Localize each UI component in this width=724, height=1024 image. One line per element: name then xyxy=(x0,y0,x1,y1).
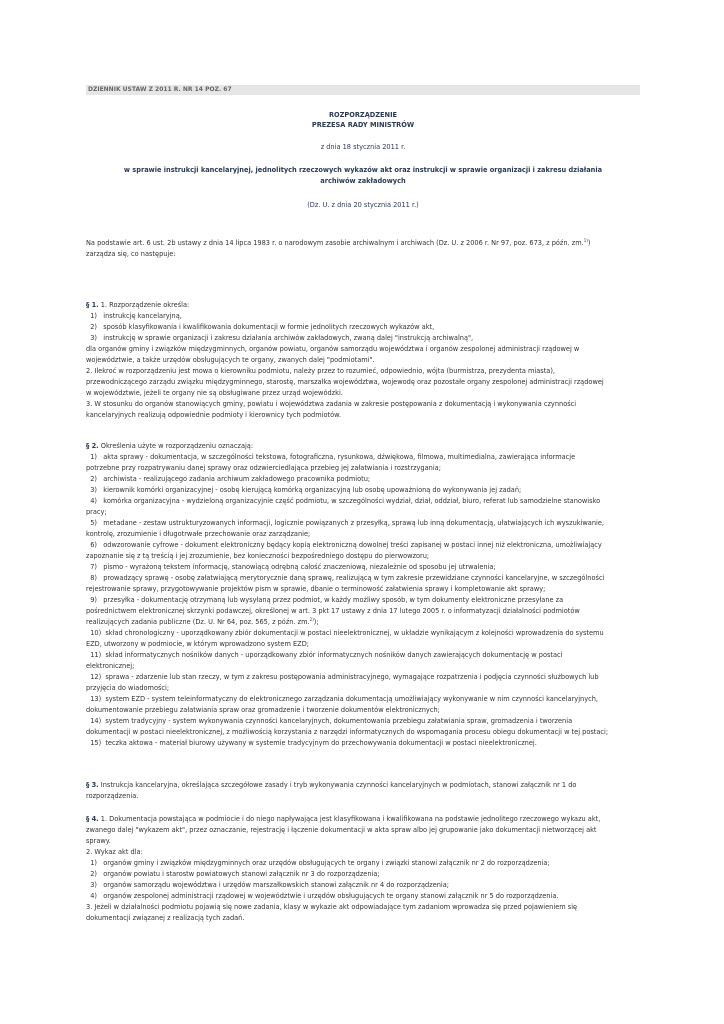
line-text: zwanego dalej "wykazem akt", przez oznaczanie, rejestrację i łączenie dokumentacji w akta spraw albo jej grupowanie jako dokumentacji nietworzącej akt xyxy=(86,826,597,834)
regulation-subject xyxy=(86,165,640,187)
intro-line-2: zarządza się, co następuje: xyxy=(86,250,176,258)
paragraph-line xyxy=(86,694,640,705)
paragraph-line xyxy=(86,628,640,639)
line-text: dla organów gminy i związków międzygminnych, organów powiatu, organów samorządu województwa i organów zespolonej administracji rządowej w xyxy=(86,345,580,353)
intro-paragraph xyxy=(86,238,640,260)
line-text-end: ); xyxy=(313,618,319,626)
paragraph-line xyxy=(86,474,640,485)
line-text: dokumentacji związanej z realizacją tych zadań. xyxy=(86,914,245,922)
line-text: przewodniczącego zarządu związku międzygminnego, starostę, marszałka województwa, wojewodę oraz pozostałe organy zespolonej administracji rządowej xyxy=(86,378,604,386)
paragraph-line xyxy=(86,738,640,749)
footnote-2-ref[interactable]: 2) xyxy=(309,616,314,622)
paragraph-line xyxy=(86,355,640,366)
paragraph-line xyxy=(86,913,640,924)
paragraph-line xyxy=(86,485,640,496)
journal-reference: (Dz. U. z dnia 20 stycznia 2011 r.) xyxy=(307,201,419,209)
line-text: pośrednictwem elektronicznej skrzynki podawczej, określonej w art. 3 pkt 17 ustawy z dnia 17 lutego 2005 r. o informatyzacji działalności podmiotów xyxy=(86,607,580,615)
title-line-1: ROZPORZĄDZENIE xyxy=(328,111,398,119)
paragraph-line xyxy=(86,716,640,727)
line-text: 3) organów samorządu województwa i urzędów marszałkowskich stanowi załącznik nr 4 do rozporządzenia; xyxy=(86,881,450,889)
paragraph-line xyxy=(86,518,640,529)
line-text: 3. Jeżeli w działalności podmiotu pojawią się nowe zadania, klasy w wykazie akt odpowiadające tym zadaniom wprowadza się przed pojawieniem się xyxy=(86,903,578,911)
paragraph-line xyxy=(86,727,640,738)
journal-header: DZIENNIK USTAW Z 2011 R. NR 14 POZ. 67 xyxy=(88,86,232,93)
paragraph-line xyxy=(86,507,640,518)
line-text: 1. Rozporządzenie określa: xyxy=(98,301,190,309)
paragraph-line xyxy=(86,661,640,672)
line-text: województwie, a także urzędów obsługujących te organy, zwanych dalej "podmiotami". xyxy=(86,356,375,364)
paragraph-line xyxy=(86,814,640,825)
paragraph-line xyxy=(86,595,640,606)
subject-line-1: w sprawie instrukcji kancelaryjnej, jednolitych rzeczowych wykazów akt oraz instrukcji w sprawie organizacji i zakresu działania xyxy=(123,166,603,174)
line-text: kancelaryjnych realizują odpowiednie podmioty i kierownicy tych podmiotów. xyxy=(86,411,342,419)
paragraph-line xyxy=(86,333,640,344)
regulation-title xyxy=(86,110,640,130)
line-text: 7) pismo - wyrażoną tekstem informację, stanowiącą odrębną całość znaczeniową, niezależnie od sposobu jej utrwalenia; xyxy=(86,563,496,571)
line-text: Określenia użyte w rozporządzeniu oznaczają: xyxy=(98,442,254,450)
paragraph-line xyxy=(86,311,640,322)
regulation-date: z dnia 18 stycznia 2011 r. xyxy=(320,143,406,151)
paragraph-line xyxy=(86,847,640,858)
line-text: dokumentowanie przebiegu załatwiania spraw oraz gromadzenie i tworzenie dokumentów elektronicznych; xyxy=(86,706,440,714)
paragraph-line xyxy=(86,791,640,802)
paragraph-line xyxy=(86,683,640,694)
line-text: 1) akta sprawy - dokumentacja, w szczególności tekstowa, fotograficzna, rysunkowa, dźwiękowa, filmowa, multimedialna, zawierająca informacje xyxy=(86,453,576,461)
section-3 xyxy=(86,780,640,802)
line-text: 2. Ilekroć w rozporządzeniu jest mowa o kierowniku podmiotu, należy przez to rozumieć, odpowiednio, wójta (burmistrza, prezydenta miasta), xyxy=(86,367,556,375)
paragraph-line xyxy=(86,496,640,507)
line-text: 11) skład informatycznych nośników danych - uporządkowany zbiór informatycznych nośników danych zawierających dokumentację w postaci xyxy=(86,651,563,659)
paragraph-line xyxy=(86,880,640,891)
paragraph-line xyxy=(86,573,640,584)
line-text: potrzebne przy rozpatrywaniu danej sprawy oraz odzwierciedlająca przebieg jej załatwiania i rozstrzygania; xyxy=(86,464,441,472)
paragraph-line xyxy=(86,399,640,410)
paragraph-line xyxy=(86,300,640,311)
line-text: 3) instrukcję w sprawie organizacji i zakresu działania archiwów zakładowych, zwaną dalej "instrukcją archiwalną", xyxy=(86,334,474,342)
line-text: 10) skład chronologiczny - uporządkowany zbiór dokumentacji w postaci nieelektronicznej, w układzie wynikającym z kolejności wprowadzenia do systemu xyxy=(86,629,604,637)
paragraph-line xyxy=(86,825,640,836)
paragraph-line xyxy=(86,639,640,650)
section-label: § 4. xyxy=(86,815,99,823)
line-text: 1) instrukcję kancelaryjną, xyxy=(86,312,182,320)
line-text: rozporządzenia. xyxy=(86,792,139,800)
paragraph-line xyxy=(86,705,640,716)
line-text: 4) komórka organizacyjna - wydzieloną organizacyjnie część podmiotu, w szczególności wydział, dział, oddział, biuro, referat lub samodzielne stanowisko xyxy=(86,497,601,505)
paragraph-line xyxy=(86,869,640,880)
line-text: 3) kierownik komórki organizacyjnej - osobę kierującą komórką organizacyjną lub osobę upoważnioną do wykonywania jej zadań; xyxy=(86,486,522,494)
line-text: 3. W stosunku do organów stanowiących gminy, powiatu i województwa zadania w zakresie postępowania z dokumentacją i wykonywania czynności xyxy=(86,400,577,408)
paragraph-line xyxy=(86,377,640,388)
line-text: elektronicznej; xyxy=(86,662,135,670)
line-text: Instrukcja kancelaryjna, określająca szczegółowe zasady i tryb wykonywania czynności kancelaryjnych w podmiotach, stanowi załącznik nr 1 do xyxy=(98,781,577,789)
section-4 xyxy=(86,814,640,924)
paragraph-line xyxy=(86,452,640,463)
paragraph-line xyxy=(86,891,640,902)
title-line-2: PREZESA RADY MINISTRÓW xyxy=(311,121,415,129)
line-text: 2) organów powiatu i starostw powiatowych stanowi załącznik nr 3 do rozporządzenia; xyxy=(86,870,380,878)
paragraph-line xyxy=(86,672,640,683)
line-text: kontrolę, zrozumienie i długotrwałe przechowanie oraz zarządzanie; xyxy=(86,530,311,538)
line-text: w województwie, jeżeli te organy nie są obsługiwane przez urząd wojewódzki. xyxy=(86,389,343,397)
line-text: 2. Wykaz akt dla: xyxy=(86,848,143,856)
paragraph-line xyxy=(86,858,640,869)
paragraph-line xyxy=(86,551,640,562)
line-text: rejestrowanie sprawy, przygotowywanie projektów pism w sprawie, dbanie o terminowość załatwienia sprawy i kompletowanie akt sprawy; xyxy=(86,585,546,593)
paragraph-line xyxy=(86,529,640,540)
paragraph-line xyxy=(86,902,640,913)
intro-line-1-end: ) xyxy=(587,239,591,247)
journal-header-bar xyxy=(86,85,640,95)
line-text: 13) system EZD - system teleinformatyczny do elektronicznego zarządzania dokumentacją umożliwiający wykonywanie w nim czynności kancelaryjnych, xyxy=(86,695,599,703)
line-text: realizujących zadania publiczne (Dz. U. Nr 64, poz. 565, z późn. zm. xyxy=(86,618,310,626)
paragraph-line xyxy=(86,410,640,421)
line-text: 9) przesyłka - dokumentację otrzymaną lub wysyłaną przez podmiot, w każdy możliwy sposób, w tym dokumenty elektroniczne przesyłane za xyxy=(86,596,564,604)
line-text: 4) organów zespolonej administracji rządowej w województwie i urzędów obsługujących te organy stanowi załącznik nr 5 do rozporządzenia. xyxy=(86,892,559,900)
paragraph-line xyxy=(86,584,640,595)
line-text: pracy; xyxy=(86,508,107,516)
paragraph-line xyxy=(86,836,640,847)
intro-line-1: Na podstawie art. 6 ust. 2b ustawy z dnia 14 lipca 1983 r. o narodowym zasobie archiwalnym i archiwach (Dz. U. z 2006 r. Nr 97, poz. 673, z późn. zm. xyxy=(86,239,584,247)
line-text: 2) sposób klasyfikowania i kwalifikowania dokumentacji w formie jednolitych rzeczowych wykazów akt, xyxy=(86,323,435,331)
section-label: § 3. xyxy=(86,781,99,789)
line-text: 1) organów gminy i związków międzygminnych oraz urzędów obsługujących te organy i związki stanowi załącznik nr 2 do rozporządzenia; xyxy=(86,859,550,867)
paragraph-line xyxy=(86,562,640,573)
paragraph-line xyxy=(86,540,640,551)
line-text: 1. Dokumentacja powstająca w podmiocie i do niego napływająca jest klasyfikowana i kwalifikowana na podstawie jednolitego rzeczowego wykazu akt, xyxy=(98,815,601,823)
paragraph-line xyxy=(86,780,640,791)
line-text: 15) teczka aktowa - materiał biurowy używany w systemie tradycyjnym do przechowywania dokumentacji w postaci nieelektronicznej. xyxy=(86,739,537,747)
line-text: zapoznanie się z tą treścią i jej zrozumienie, bez konieczności bezpośredniego dostępu do pierwowzoru; xyxy=(86,552,430,560)
line-text: dokumentacji w postaci nieelektronicznej, z możliwością korzystania z narzędzi informatycznych do wspomagania procesu obiegu dokumentacji w tej postaci; xyxy=(86,728,609,736)
line-text: sprawy. xyxy=(86,837,111,845)
line-text: 12) sprawa - zdarzenie lub stan rzeczy, w tym z zakresu postępowania administracyjnego, wymagające rozpatrzenia i podjęcia czynności służbowych lub xyxy=(86,673,599,681)
section-1 xyxy=(86,300,640,421)
paragraph-line xyxy=(86,441,640,452)
paragraph-line xyxy=(86,322,640,333)
footnote-1-ref[interactable]: 1) xyxy=(583,237,588,243)
paragraph-line xyxy=(86,606,640,617)
line-text: przyjęcia do wiadomości; xyxy=(86,684,170,692)
line-text: 5) metadane - zestaw ustrukturyzowanych informacji, logicznie powiązanych z przesyłką, sprawą lub inną dokumentacją, ułatwiających ich wyszukiwanie, xyxy=(86,519,604,527)
line-text: EZD, utworzony w podmiocie, w którym wprowadzono system EZD; xyxy=(86,640,309,648)
section-2 xyxy=(86,441,640,749)
paragraph-line xyxy=(86,463,640,474)
section-label: § 1. xyxy=(86,301,99,309)
line-text: 2) archiwista - realizującego zadania archiwum zakładowego pracownika podmiotu; xyxy=(86,475,371,483)
paragraph-line xyxy=(86,344,640,355)
paragraph-line xyxy=(86,650,640,661)
paragraph-line xyxy=(86,388,640,399)
section-label: § 2. xyxy=(86,442,99,450)
paragraph-line xyxy=(86,366,640,377)
line-text: 8) prowadzący sprawę - osobę załatwiającą merytorycznie daną sprawę, realizującą w tym zakresie przewidziane czynności kancelaryjne, w szczególności xyxy=(86,574,605,582)
line-text: 6) odwzorowanie cyfrowe - dokument elektroniczny będący kopią elektroniczną dowolnej treści zapisanej w postaci innej niż elektroniczna, umożliwiający xyxy=(86,541,602,549)
subject-line-2: archiwów zakładowych xyxy=(320,177,406,185)
paragraph-line xyxy=(86,617,640,628)
line-text: 14) system tradycyjny - system wykonywania czynności kancelaryjnych, dokumentowania przebiegu załatwiania spraw, gromadzenia i tworzenia xyxy=(86,717,573,725)
